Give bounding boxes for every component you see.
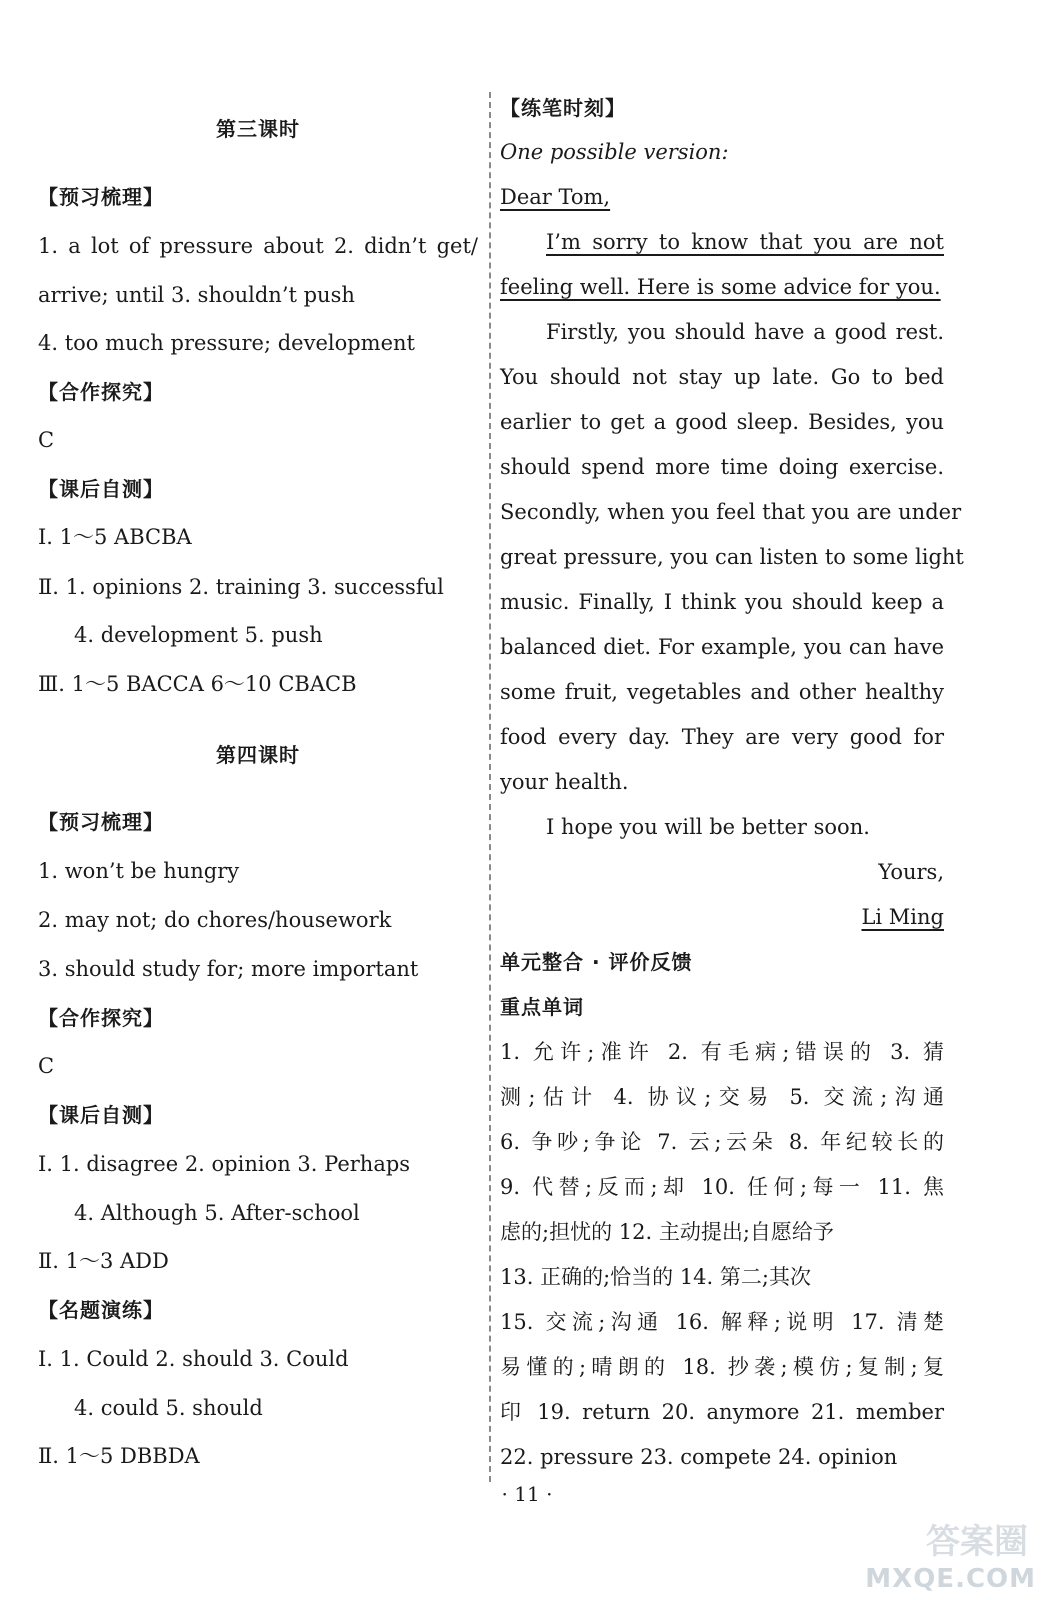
page-number: · 11 · (501, 1482, 553, 1506)
vocab-line: 15. 交流;沟通 16. 解释;说明 17. 清楚 (500, 1310, 944, 1334)
answer-line: 1. a lot of pressure about 2. didn’t get/ (38, 234, 478, 258)
answer-line: 4. too much pressure; development (38, 331, 415, 355)
unit-title: 单元整合 · 评价反馈 (500, 950, 693, 974)
heading-selftest: 【课后自测】 (38, 1103, 164, 1127)
answer-line: Ⅱ. 1～5 DBBDA (38, 1444, 200, 1468)
letter-closing: Yours, (878, 860, 944, 884)
watermark-logo: 答案圈 (926, 1522, 1028, 1562)
answer-line: arrive; until 3. shouldn’t push (38, 283, 355, 307)
section-title-3: 第三课时 (216, 117, 300, 141)
letter-salutation: Dear Tom, (500, 185, 611, 209)
letter-line: food every day. They are very good for (500, 725, 944, 749)
heading-selftest: 【课后自测】 (38, 477, 164, 501)
vocab-line: 1. 允许;准许 2. 有毛病;错误的 3. 猜 (500, 1040, 944, 1064)
letter-line: Secondly, when you feel that you are under (500, 500, 962, 524)
letter-line: should spend more time doing exercise. (500, 455, 944, 479)
answer-line: C (38, 1054, 55, 1078)
section-title-4: 第四课时 (216, 743, 300, 767)
letter-line: music. Finally, I think you should keep a (500, 590, 944, 614)
vocab-line: 13. 正确的;恰当的 14. 第二;其次 (500, 1265, 811, 1289)
answer-line: Ⅱ. 1. opinions 2. training 3. successful (38, 575, 444, 599)
letter-line: I hope you will be better soon. (546, 815, 870, 839)
heading-preview: 【预习梳理】 (38, 185, 164, 209)
vocab-line: 虑的;担忧的 12. 主动提出;自愿给予 (500, 1220, 834, 1244)
answer-line: 4. development 5. push (74, 623, 323, 647)
vocab-line: 22. pressure 23. compete 24. opinion (500, 1445, 898, 1469)
letter-line: Firstly, you should have a good rest. (546, 320, 944, 344)
letter-line: your health. (500, 770, 629, 794)
answer-line: Ⅱ. 1～3 ADD (38, 1249, 169, 1273)
vocab-line: 6. 争吵;争论 7. 云;云朵 8. 年纪较长的 (500, 1130, 944, 1154)
answer-line: 3. should study for; more important (38, 957, 419, 981)
answer-line: Ⅲ. 1～5 BACCA 6～10 CBACB (38, 672, 357, 696)
letter-line: great pressure, you can listen to some light (500, 545, 964, 569)
answer-line: Ⅰ. 1. Could 2. should 3. Could (38, 1347, 349, 1371)
letter-line: earlier to get a good sleep. Besides, you (500, 410, 944, 434)
answer-line: 4. could 5. should (74, 1396, 263, 1420)
answer-line: Ⅰ. 1～5 ABCBA (38, 525, 192, 549)
watermark (865, 1514, 1036, 1594)
letter-line: You should not stay up late. Go to bed (500, 365, 944, 389)
letter-signature (500, 903, 944, 931)
watermark-site: MXQE.COM (865, 1564, 1036, 1594)
letter-line: some fruit, vegetables and other healthy (500, 680, 944, 704)
heading-preview: 【预习梳理】 (38, 810, 164, 834)
vocab-line: 测;估计 4. 协议;交易 5. 交流;沟通 (500, 1085, 944, 1109)
version-label: One possible version: (500, 140, 729, 164)
vocab-line: 印 19. return 20. anymore 21. member (500, 1400, 944, 1424)
signature-text: Li Ming (861, 905, 944, 929)
heading-writing: 【练笔时刻】 (500, 96, 626, 120)
heading-cooperate: 【合作探究】 (38, 380, 164, 404)
letter-line: feeling well. Here is some advice for you. (500, 275, 941, 299)
letter-line: balanced diet. For example, you can have (500, 635, 944, 659)
vocab-line: 易懂的;晴朗的 18. 抄袭;模仿;复制;复 (500, 1355, 944, 1379)
answer-line: 1. won’t be hungry (38, 859, 240, 883)
answer-line: Ⅰ. 1. disagree 2. opinion 3. Perhaps (38, 1152, 411, 1176)
column-divider (489, 92, 491, 1482)
letter-line: I’m sorry to know that you are not (546, 230, 944, 254)
heading-cooperate: 【合作探究】 (38, 1006, 164, 1030)
answer-line: 2. may not; do chores/housework (38, 908, 392, 932)
vocab-title: 重点单词 (500, 995, 584, 1019)
vocab-line: 9. 代替;反而;却 10. 任何;每一 11. 焦 (500, 1175, 944, 1199)
answer-line: 4. Although 5. After-school (74, 1201, 360, 1225)
answer-line: C (38, 428, 55, 452)
heading-famous-problems: 【名题演练】 (38, 1298, 164, 1322)
